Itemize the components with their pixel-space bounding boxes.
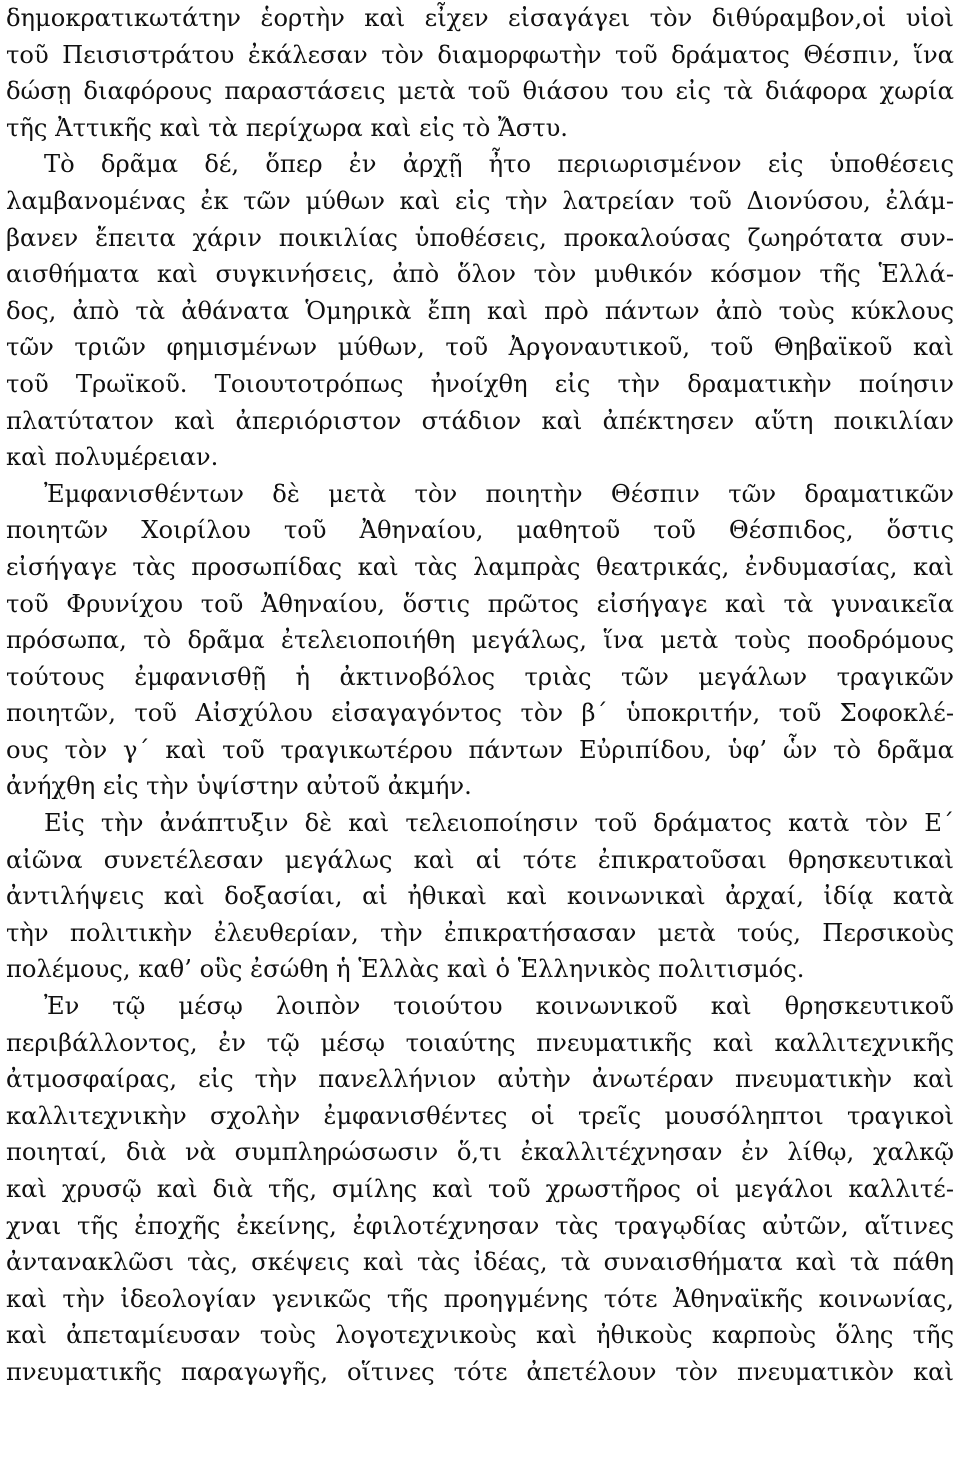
text-line: ἀτμοσφαίρας, εἰς τὴν πανελλήνιον αὐτὴν ἀνωτέραν πνευματικὴν καὶ: [6, 1065, 954, 1094]
text-line: καὶ ἀπεταμίευσαν τοὺς λογοτεχνικοὺς καὶ ἠθικοὺς καρποὺς ὅλης τῆς: [6, 1321, 954, 1350]
text-line: Ἐμφανισθέντων δὲ μετὰ τὸν ποιητὴν Θέσπιν τῶν δραματικῶν: [44, 479, 954, 508]
text-line: ἀντιλήψεις καὶ δοξασίαι, αἱ ἠθικαὶ καὶ κοινωνικαὶ ἀρχαί, ἰδίᾳ κατὰ: [6, 882, 954, 911]
text-line: ποιητῶν, τοῦ Αἰσχύλου εἰσαγαγόντος τὸν β´ ὑποκριτήν, τοῦ Σοφοκλέ-: [6, 699, 954, 728]
text-line: εἰσήγαγε τὰς προσωπίδας καὶ τὰς λαμπρὰς θεατρικάς, ἐνδυμασίας, καὶ: [6, 552, 954, 581]
text-body: [6, 0, 954, 1391]
text-line: αἰῶνα συνετέλεσαν μεγάλως καὶ αἱ τότε ἐπικρατοῦσαι θρησκευτικαὶ: [6, 845, 954, 874]
text-line: καὶ πολυμέρειαν.: [6, 443, 219, 472]
text-line: ποιηταί, διὰ νὰ συμπληρώσωσιν ὅ,τι ἐκαλλιτέχνησαν ἐν λίθῳ, χαλκῷ: [6, 1138, 954, 1167]
text-line: πολέμους, καθ’ οὓς ἐσώθη ἡ Ἑλλὰς καὶ ὁ Ἑλληνικὸς πολιτισμός.: [6, 955, 805, 984]
text-line: Ἐν τῷ μέσῳ λοιπὸν τοιούτου κοινωνικοῦ καὶ θρησκευτικοῦ: [44, 992, 954, 1021]
text-line: τούτους ἐμφανισθῇ ἡ ἀκτινοβόλος τριὰς τῶν μεγάλων τραγικῶν: [6, 662, 954, 691]
text-line: Εἰς τὴν ἀνάπτυξιν δὲ καὶ τελειοποίησιν τοῦ δράματος κατὰ τὸν Ε´: [44, 809, 954, 838]
text-line: καὶ χρυσῷ καὶ διὰ τῆς, σμίλης καὶ τοῦ χρωστῆρος οἱ μεγάλοι καλλιτέ-: [6, 1175, 954, 1203]
text-line: ους τὸν γ´ καὶ τοῦ τραγικωτέρου πάντων Εὐριπίδου, ὑφ’ ὧν τὸ δρᾶμα: [6, 735, 954, 764]
text-line: λαμβανομένας ἐκ τῶν μύθων καὶ εἰς τὴν λατρείαν τοῦ Διονύσου, ἐλάμ-: [6, 186, 954, 215]
text-line: καλλιτεχνικὴν σχολὴν ἐμφανισθέντες οἱ τρεῖς μουσόληπτοι τραγικοὶ: [6, 1101, 954, 1130]
text-line: δημοκρατικωτάτην ἑορτὴν καὶ εἶχεν εἰσαγάγει τὸν διθύραμβον,οἱ υἱοὶ: [6, 4, 954, 32]
text-line: πλατύτατον καὶ ἀπεριόριστον στάδιον καὶ ἀπέκτησεν αὕτη ποικιλίαν: [6, 406, 954, 435]
text-line: τῆς Ἀττικῆς καὶ τὰ περίχωρα καὶ εἰς τὸ Ἄστυ.: [6, 113, 568, 142]
text-line: τοῦ Φρυνίχου τοῦ Ἀθηναίου, ὅστις πρῶτος εἰσήγαγε καὶ τὰ γυναικεῖα: [6, 589, 954, 618]
text-line: τοῦ Πεισιστράτου ἐκάλεσαν τὸν διαμορφωτὴν τοῦ δράματος Θέσπιν, ἵνα: [6, 40, 954, 69]
text-line: περιβάλλοντος, ἐν τῷ μέσῳ τοιαύτης πνευματικῆς καὶ καλλιτεχνικῆς: [6, 1028, 954, 1057]
text-line: καὶ τὴν ἰδεολογίαν γενικῶς τῆς προηγμένης τότε Ἀθηναϊκῆς κοινωνίας,: [6, 1284, 954, 1313]
text-line: τῶν τριῶν φημισμένων μύθων, τοῦ Ἀργοναυτικοῦ, τοῦ Θηβαϊκοῦ καὶ: [6, 333, 954, 362]
text-line: βανεν ἔπειτα χάριν ποικιλίας ὑποθέσεις, προκαλούσας ζωηρότατα συν-: [6, 223, 954, 252]
text-line: ποιητῶν Χοιρίλου τοῦ Ἀθηναίου, μαθητοῦ τοῦ Θέσπιδος, ὅστις: [6, 516, 954, 545]
text-line: χναι τῆς ἐποχῆς ἐκείνης, ἐφιλοτέχνησαν τὰς τραγῳδίας αὐτῶν, αἵτινες: [6, 1211, 954, 1240]
text-line: ἀνήχθη εἰς τὴν ὑψίστην αὐτοῦ ἀκμήν.: [6, 772, 472, 801]
text-line: δος, ἀπὸ τὰ ἀθάνατα Ὁμηρικὰ ἔπη καὶ πρὸ πάντων ἀπὸ τοὺς κύκλους: [6, 296, 954, 325]
text-line: δώσῃ διαφόρους παραστάσεις μετὰ τοῦ θιάσου του εἰς τὰ διάφορα χωρία: [6, 77, 954, 106]
text-line: τὴν πολιτικὴν ἐλευθερίαν, τὴν ἐπικρατήσασαν μετὰ τούς, Περσικοὺς: [6, 918, 954, 947]
text-line: πρόσωπα, τὸ δρᾶμα ἐτελειοποιήθη μεγάλως, ἵνα μετὰ τοὺς ποοδρόμους: [6, 626, 954, 655]
text-line: αισθήματα καὶ συγκινήσεις, ἀπὸ ὅλον τὸν μυθικόν κόσμον τῆς Ἑλλά-: [6, 260, 954, 289]
text-line: τοῦ Τρωϊκοῦ. Τοιουτοτρόπως ἠνοίχθη εἰς τὴν δραματικὴν ποίησιν: [6, 369, 954, 398]
text-line: ἀντανακλῶσι τὰς, σκέψεις καὶ τὰς ἰδέας, τὰ συναισθήματα καὶ τὰ πάθη: [6, 1248, 954, 1277]
document-page: [6, 0, 954, 1465]
text-line: πνευματικῆς παραγωγῆς, οἵτινες τότε ἀπετέλουν τὸν πνευματικὸν καὶ: [6, 1357, 954, 1386]
text-line: Τὸ δρᾶμα δέ, ὅπερ ἐν ἀρχῇ ἦτο περιωρισμένον εἰς ὑποθέσεις: [44, 150, 954, 179]
